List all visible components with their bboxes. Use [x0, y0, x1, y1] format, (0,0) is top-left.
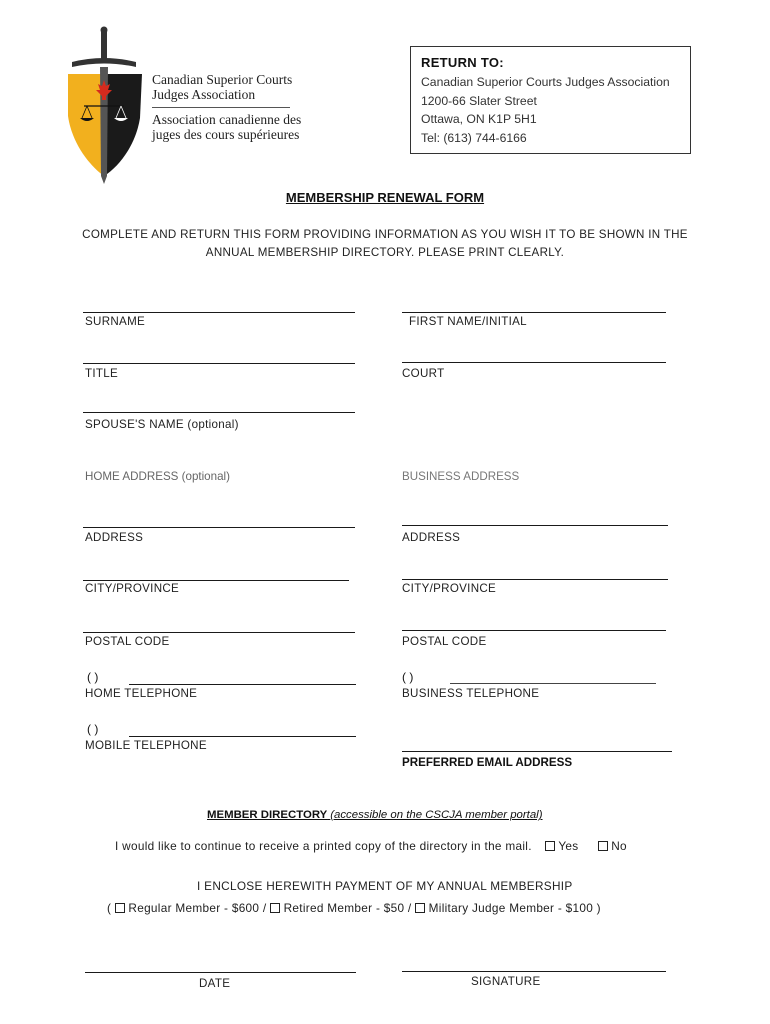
mobile-phone-input[interactable]	[129, 736, 356, 737]
form-title: MEMBERSHIP RENEWAL FORM	[285, 190, 485, 205]
instructions-line1: COMPLETE AND RETURN THIS FORM PROVIDING INFORMATION AS YOU WISH IT TO BE SHOWN IN THE	[82, 228, 688, 241]
business-postal-label: POSTAL CODE	[402, 635, 487, 648]
return-phone: Tel: (613) 744-6166	[421, 130, 527, 145]
directory-question: I would like to continue to receive a printed copy of the directory in the mail.	[115, 839, 532, 853]
business-city-label: CITY/PROVINCE	[402, 582, 497, 595]
regular-member-checkbox[interactable]	[115, 903, 125, 913]
business-phone-label: BUSINESS TELEPHONE	[402, 687, 540, 700]
home-postal-input[interactable]	[83, 632, 355, 633]
org-name-fr	[152, 112, 301, 142]
court-input[interactable]	[402, 362, 666, 363]
spouse-input[interactable]	[83, 412, 355, 413]
home-city-input[interactable]	[83, 580, 349, 581]
shield-sword-icon	[62, 26, 152, 188]
regular-member-label: Regular Member - $600 /	[128, 901, 267, 915]
first-name-input[interactable]	[402, 312, 666, 313]
court-label: COURT	[402, 367, 445, 380]
date-label: DATE	[199, 977, 231, 990]
return-city: Ottawa, ON K1P 5H1	[421, 112, 537, 126]
email-label: PREFERRED EMAIL ADDRESS	[402, 756, 573, 769]
home-postal-label: POSTAL CODE	[85, 635, 170, 648]
mobile-phone-label: MOBILE TELEPHONE	[85, 739, 207, 752]
mobile-phone-area-code: ( )	[87, 722, 99, 736]
return-title: RETURN TO:	[421, 55, 504, 70]
org-name-fr-line1: Association canadienne des	[152, 112, 302, 127]
org-name-en-line2: Judges Association	[152, 87, 256, 102]
business-phone-area-code: ( )	[402, 670, 414, 684]
retired-member-label: Retired Member - $50 /	[283, 901, 412, 915]
return-address-box	[410, 46, 691, 154]
return-street: 1200-66 Slater Street	[421, 93, 537, 108]
payment-options-row	[107, 901, 601, 915]
directory-yes-label: Yes	[558, 839, 579, 853]
surname-label: SURNAME	[85, 315, 146, 328]
member-directory-title: MEMBER DIRECTORY	[207, 809, 328, 821]
directory-no-label: No	[611, 839, 627, 853]
home-address-input[interactable]	[83, 527, 355, 528]
retired-member-checkbox[interactable]	[270, 903, 280, 913]
title-label: TITLE	[85, 367, 119, 380]
home-address-label: ADDRESS	[85, 531, 144, 544]
business-phone-input[interactable]	[450, 683, 656, 684]
business-address-label: ADDRESS	[402, 531, 461, 544]
home-phone-area-code: ( )	[87, 670, 99, 684]
home-phone-label: HOME TELEPHONE	[85, 687, 198, 700]
directory-no-checkbox[interactable]	[598, 841, 608, 851]
military-member-checkbox[interactable]	[415, 903, 425, 913]
business-postal-input[interactable]	[402, 630, 666, 631]
signature-label: SIGNATURE	[471, 975, 541, 988]
org-name-fr-line2: juges des cours supérieures	[152, 127, 300, 142]
military-member-label: Military Judge Member - $100 )	[428, 901, 601, 915]
org-name-en	[152, 72, 292, 102]
org-name-en-line1: Canadian Superior Courts	[152, 72, 293, 87]
email-input[interactable]	[402, 751, 672, 752]
payment-open-paren: (	[107, 901, 112, 915]
home-phone-input[interactable]	[129, 684, 356, 685]
org-divider	[152, 107, 290, 108]
business-city-input[interactable]	[402, 579, 668, 580]
business-address-heading: BUSINESS ADDRESS	[402, 470, 520, 483]
title-input[interactable]	[83, 363, 355, 364]
surname-input[interactable]	[83, 312, 355, 313]
signature-input[interactable]	[402, 971, 666, 972]
instructions-line2: ANNUAL MEMBERSHIP DIRECTORY. PLEASE PRINT CLEARLY.	[205, 246, 565, 259]
business-address-input[interactable]	[402, 525, 668, 526]
home-address-heading: HOME ADDRESS (optional)	[85, 470, 230, 483]
date-input[interactable]	[85, 972, 356, 973]
form-instructions	[70, 226, 700, 262]
home-city-label: CITY/PROVINCE	[85, 582, 180, 595]
directory-yes-checkbox[interactable]	[545, 841, 555, 851]
first-name-label: FIRST NAME/INITIAL	[409, 315, 527, 328]
member-directory-heading	[207, 809, 543, 821]
member-directory-note: (accessible on the CSCJA member portal)	[330, 809, 543, 821]
return-org: Canadian Superior Courts Judges Association	[421, 75, 670, 89]
spouse-label: SPOUSE'S NAME (optional)	[85, 418, 239, 431]
payment-heading: I ENCLOSE HEREWITH PAYMENT OF MY ANNUAL MEMBERSHIP	[197, 879, 573, 893]
directory-question-row	[115, 839, 627, 853]
